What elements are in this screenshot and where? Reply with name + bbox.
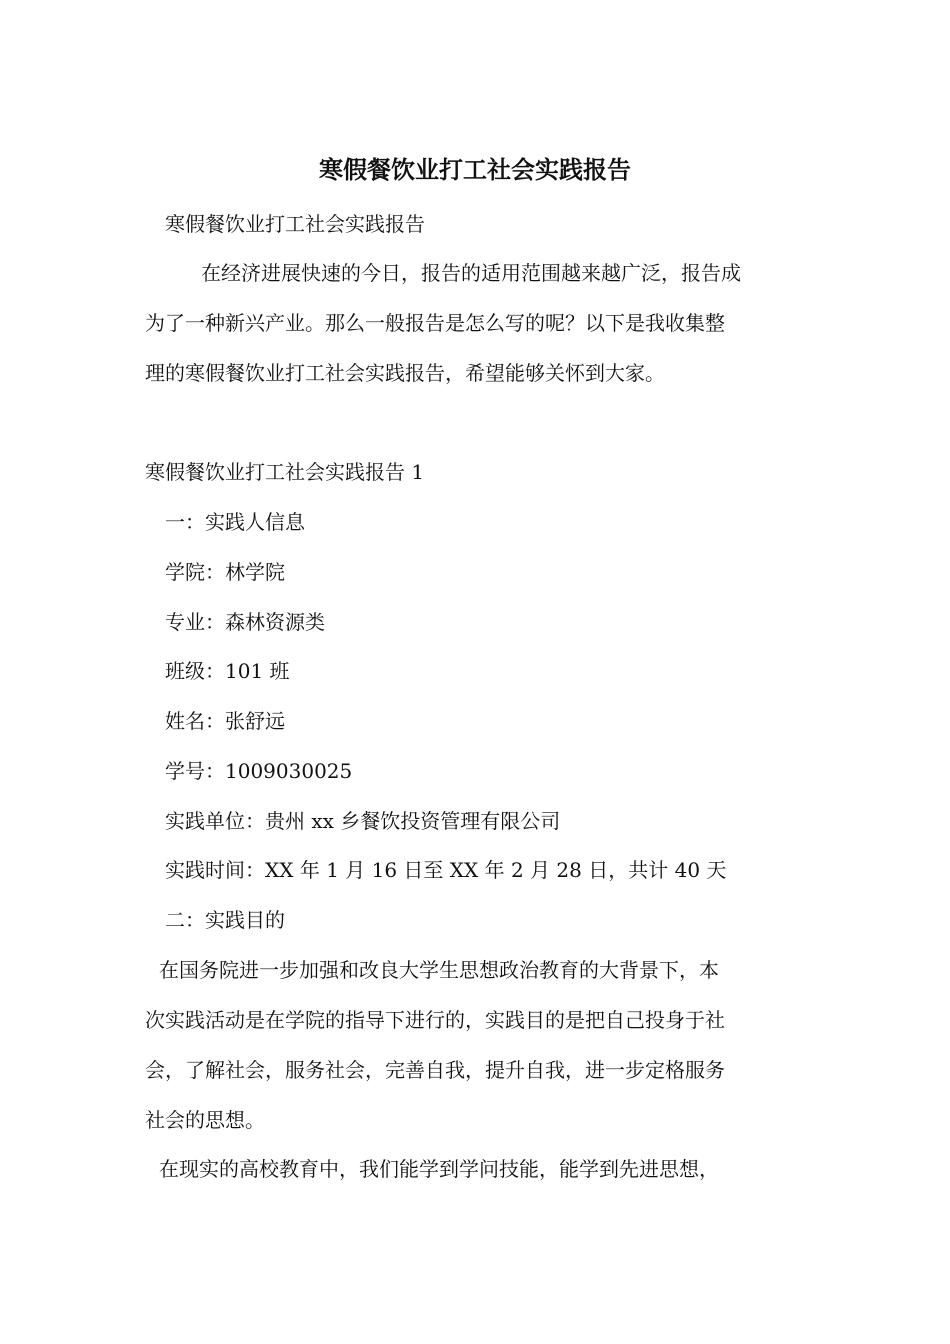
purpose-paragraph (145, 945, 815, 1145)
info-name: 姓名：张舒远 (165, 709, 285, 733)
info-unit: 实践单位：贵州 xx 乡餐饮投资管理有限公司 (165, 809, 561, 833)
section-title: 寒假餐饮业打工社会实践报告 1 (145, 460, 425, 484)
info-class: 班级：101 班 (165, 659, 290, 683)
education-paragraph (145, 1144, 815, 1194)
purpose-heading: 二：实践目的 (165, 908, 285, 932)
document-title: 寒假餐饮业打工社会实践报告 (319, 155, 631, 184)
info-college: 学院：林学院 (165, 560, 285, 584)
intro-line-2: 为了一种新兴产业。那么一般报告是怎么写的呢？以下是我收集整 (145, 311, 725, 335)
document-subtitle: 寒假餐饮业打工社会实践报告 (165, 212, 425, 236)
purpose-line-1: 在国务院进一步加强和改良大学生思想政治教育的大背景下，本 (159, 958, 719, 982)
education-line-1: 在现实的高校教育中，我们能学到学问技能，能学到先进思想， (159, 1157, 719, 1181)
intro-line-1: 在经济进展快速的今日，报告的适用范围越来越广泛，报告成 (201, 261, 741, 285)
intro-paragraph (145, 248, 815, 398)
info-student-id: 学号：1009030025 (165, 759, 353, 783)
purpose-line-2: 次实践活动是在学院的指导下进行的，实践目的是把自己投身于社 (145, 1008, 725, 1032)
purpose-line-3: 会，了解社会，服务社会，完善自我，提升自我，进一步定格服务 (145, 1058, 725, 1082)
intro-line-3: 理的寒假餐饮业打工社会实践报告，希望能够关怀到大家。 (145, 361, 665, 385)
info-major: 专业：森林资源类 (165, 610, 325, 634)
info-time: 实践时间：XX 年 1 月 16 日至 XX 年 2 月 28 日，共计 40 天 (165, 858, 727, 882)
purpose-line-4: 社会的思想。 (145, 1108, 265, 1132)
info-heading: 一：实践人信息 (165, 510, 305, 534)
